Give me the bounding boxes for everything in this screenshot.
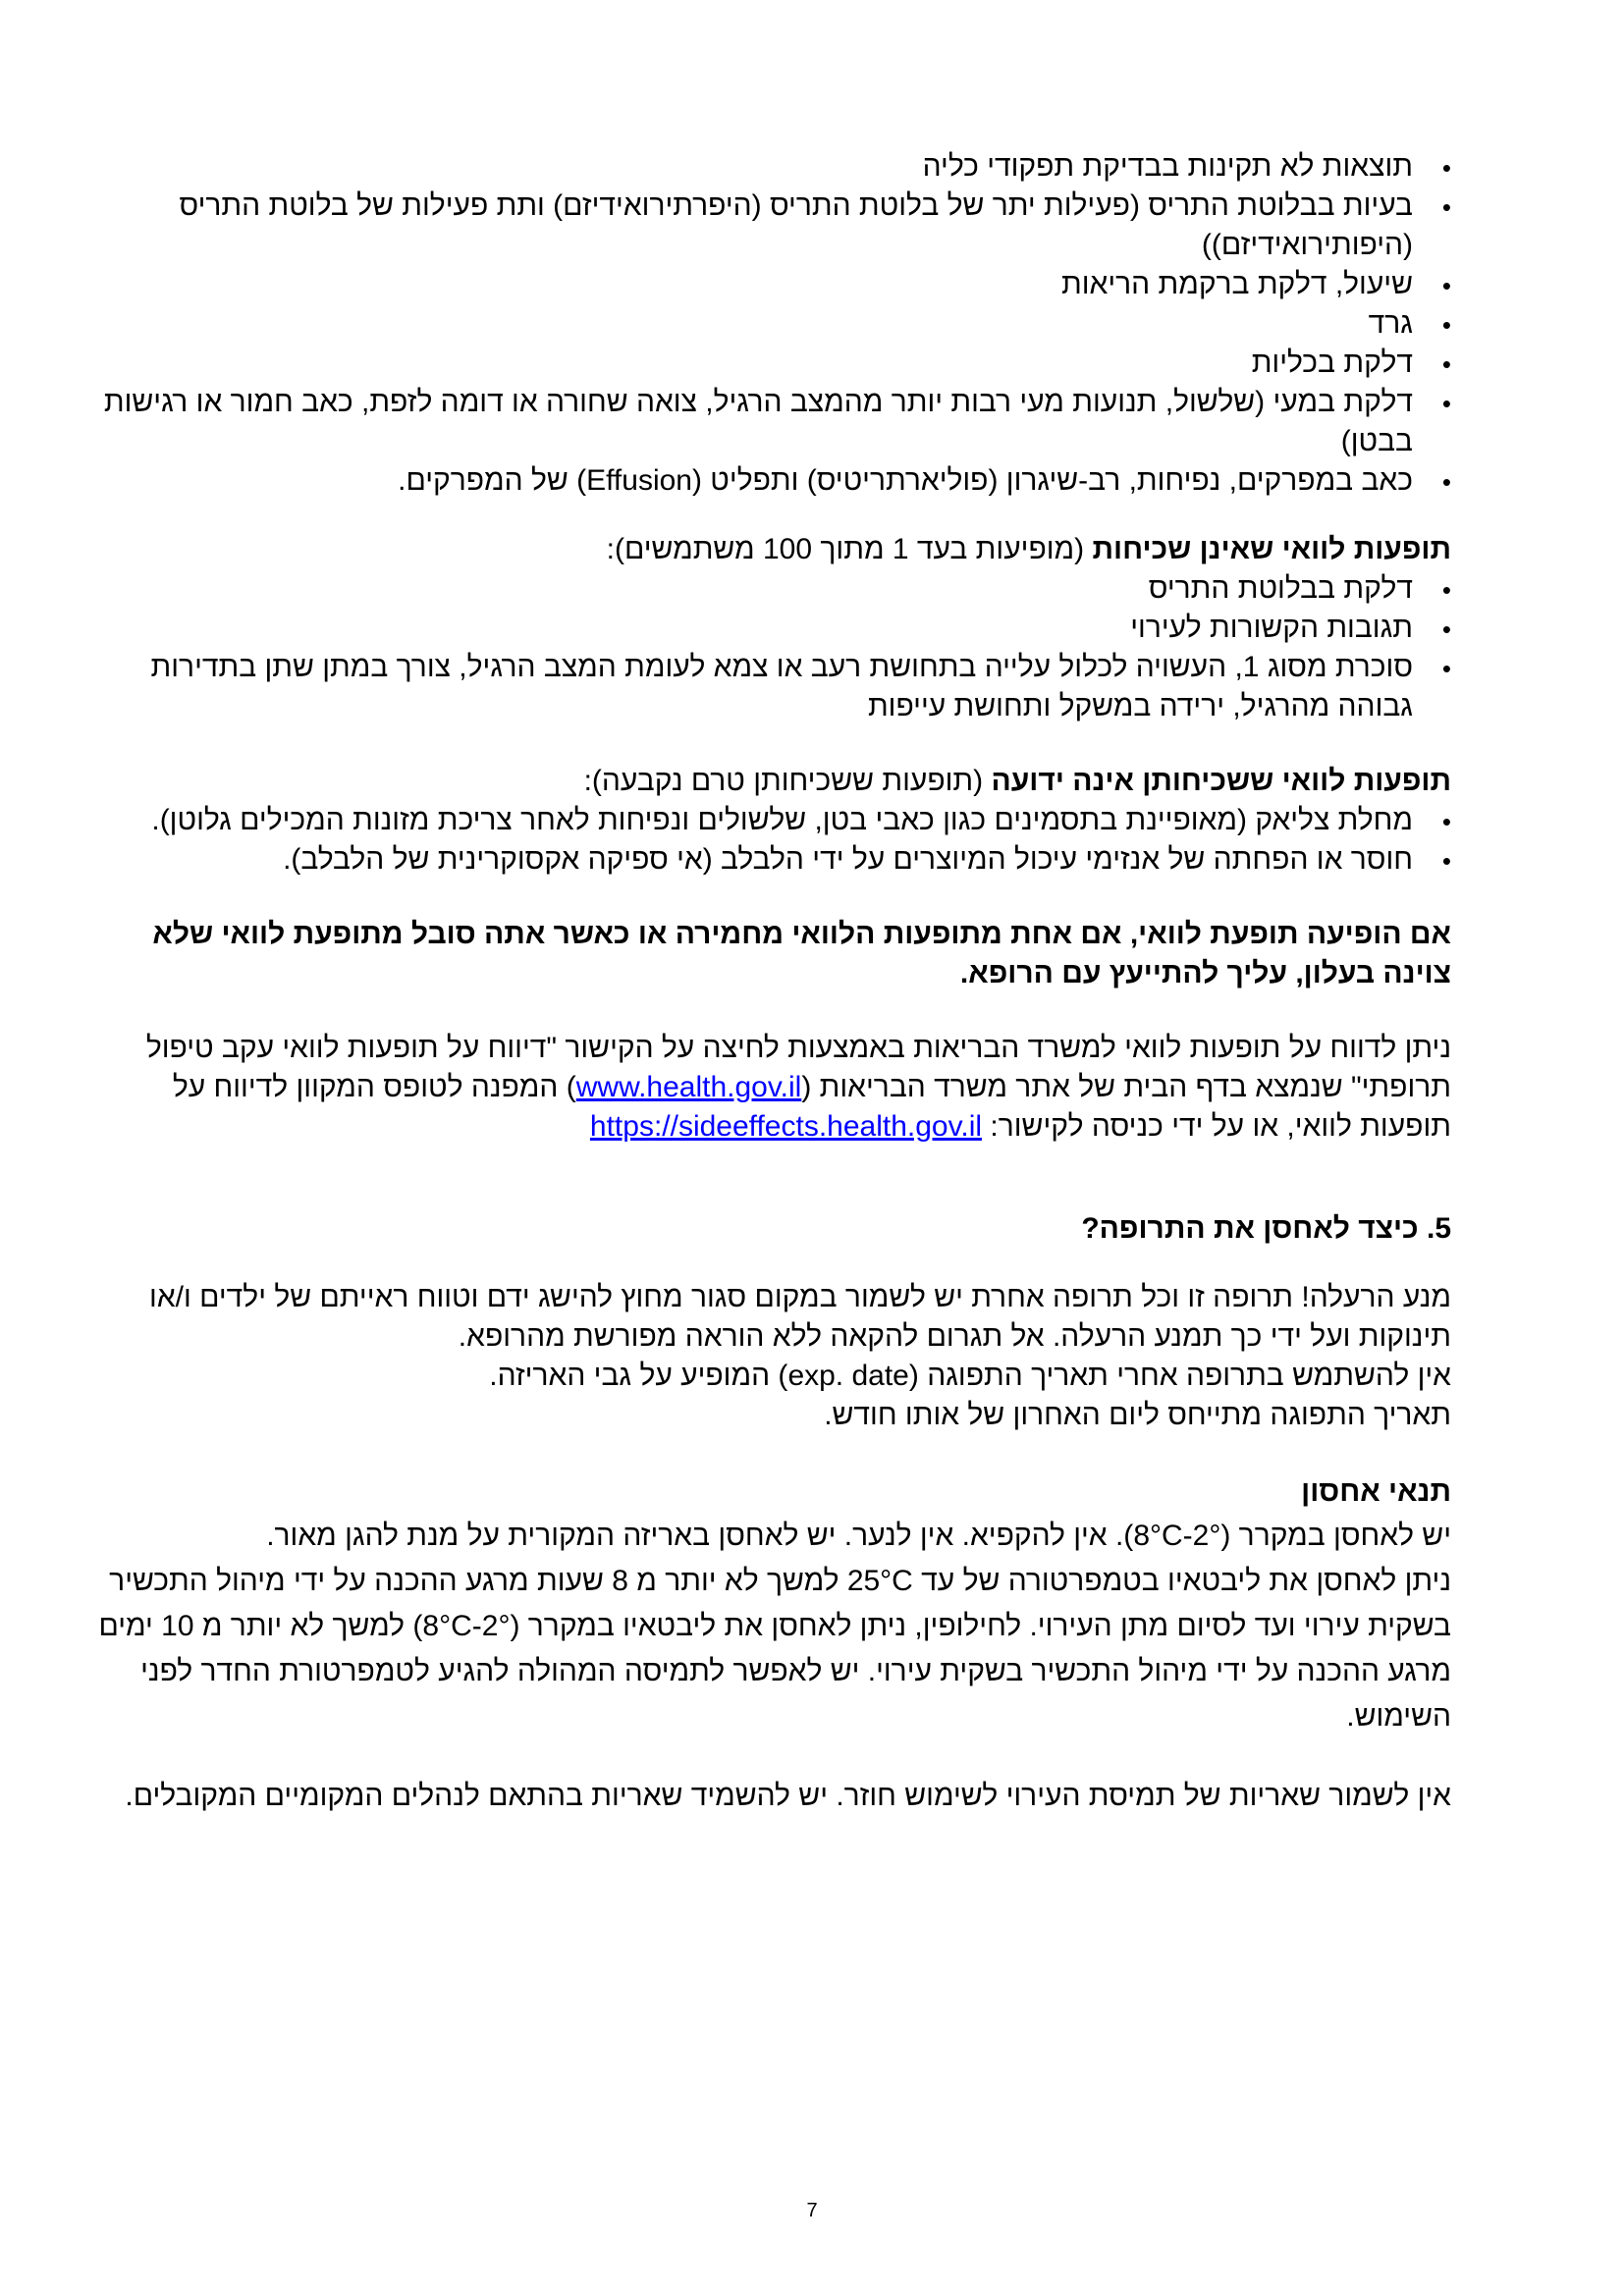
storage-line: יש לאחסן במקרר (2°-8°C). אין להקפיא. אין לנער. יש לאחסן באריזה המקורית על מנת להגן מאור. — [266, 1520, 1451, 1552]
list-item: • תוצאות לא תקינות בבדיקת תפקודי כליה — [98, 147, 1451, 187]
uncommon-heading — [98, 530, 1451, 569]
unknown-heading-rest: (תופעות ששכיחותן טרם נקבעה): — [583, 765, 992, 797]
consult-doctor-warning: אם הופיעה תופעת לוואי, אם אחת מתופעות הלוואי מחמירה או כאשר אתה סובל מתופעת לוואי שלא צוינה בעלון, עליך להתייעץ עם הרופא. — [152, 918, 1451, 989]
unknown-heading — [98, 762, 1451, 801]
section-5-line: תאריך התפוגה מתייחס ליום האחרון של אותו חודש. — [824, 1399, 1451, 1431]
side-effects-list-unknown — [98, 801, 1451, 880]
list-item: • תגובות הקשורות לעירוי — [98, 609, 1451, 648]
uncommon-heading-bold: תופעות לוואי שאינן שכיחות — [1092, 533, 1451, 565]
report-text-2: ) המפנה לטופס המקוון לדיווח על תופעות לוואי, או על ידי כניסה לקישור: — [172, 1071, 1451, 1143]
list-item: • כאב במפרקים, נפיחות, רב-שיגרון (פוליארתריטיס) ותפליט (Effusion) של המפרקים. — [98, 461, 1451, 501]
side-effects-list-common — [98, 147, 1451, 501]
health-gov-link[interactable]: www.health.gov.il — [575, 1071, 802, 1103]
sideeffects-link[interactable]: https://sideeffects.health.gov.il — [589, 1110, 983, 1143]
list-item: • דלקת בכליות — [98, 344, 1451, 383]
list-item: • מחלת צליאק (מאופיינת בתסמינים כגון כאבי בטן, שלשולים ונפיחות לאחר צריכת מזונות המכילים גלוטן). — [98, 801, 1451, 840]
uncommon-heading-rest: (מופיעות בעד 1 מתוך 100 משתמשים): — [606, 533, 1093, 565]
list-item: • חוסר או הפחתה של אנזימי עיכול המיוצרים על ידי הלבלב (אי ספיקה אקסוקרינית של הלבלב). — [98, 840, 1451, 880]
storage-section — [98, 1470, 1451, 1818]
page-number: 7 — [806, 2200, 818, 2221]
list-item: • דלקת בבלוטת התריס — [98, 569, 1451, 609]
unknown-heading-bold: תופעות לוואי ששכיחותן אינה ידועה — [991, 765, 1451, 797]
report-text-1: ניתן לדווח על תופעות לוואי למשרד הבריאות באמצעות לחיצה על הקישור "דיווח על תופעות לוואי עקב טיפול תרופתי" שנמצא בדף הבית של אתר משרד הבריאות ( — [145, 1032, 1451, 1103]
storage-line: אין לשמור שאריות של תמיסת העירוי לשימוש חוזר. יש להשמיד שאריות בהתאם לנהלים המקומיים המקובלים. — [125, 1780, 1451, 1812]
list-item: • שיעול, דלקת ברקמת הריאות — [98, 265, 1451, 304]
list-item: • סוכרת מסוג 1, העשויה לכלול עלייה בתחושת רעב או צמא לעומת המצב הרגיל, צורך במתן שתן בתדירות גבוהה מהרגיל, ירידה במשקל ותחושת עייפות — [98, 648, 1451, 726]
storage-line: ניתן לאחסן את ליבטאיו בטמפרטורה של עד 25°C למשך לא יותר מ 8 שעות מרגע ההכנה על ידי מיהול התכשיר בשקית עירוי ועד לסיום מתן העירוי. לחילופין, ניתן לאחסן את ליבטאיו במקרר (2°-8°C) למשך לא יותר מ 10 ימים מרגע ההכנה על ידי מיהול התכשיר בשקית עירוי. יש לאפשר לתמיסה המהולה להגיע לטמפרטורת החדר לפני השימוש. — [98, 1565, 1451, 1733]
list-item: • גרד — [98, 304, 1451, 344]
side-effects-list-uncommon — [98, 569, 1451, 726]
list-item: • בעיות בבלוטת התריס (פעילות יתר של בלוטת התריס (היפרתירואידיזם) ותת פעילות של בלוטת התריס (היפותירואידיזם)) — [98, 187, 1451, 265]
list-item: • דלקת במעי (שלשול, תנועות מעי רבות יותר מהמצב הרגיל, צואה שחורה או דומה לזפת, כאב חמור או רגישות בבטן) — [98, 383, 1451, 461]
report-side-effects-paragraph — [98, 1029, 1451, 1147]
section-5-line: מנע הרעלה! תרופה זו וכל תרופה אחרת יש לשמור במקום סגור מחוץ להישג ידם וטווח ראייתם של ילדים ו/או תינוקות ועל ידי כך תמנע הרעלה. אל תגרום להקאה ללא הוראה מפורשת מהרופא. — [149, 1281, 1451, 1353]
section-5-title: 5. כיצד לאחסן את התרופה? — [1081, 1212, 1451, 1245]
section-5-line: אין להשתמש בתרופה אחרי תאריך התפוגה (exp. date) המופיע על גבי האריזה. — [489, 1360, 1451, 1392]
storage-title: תנאי אחסון — [1301, 1475, 1451, 1508]
